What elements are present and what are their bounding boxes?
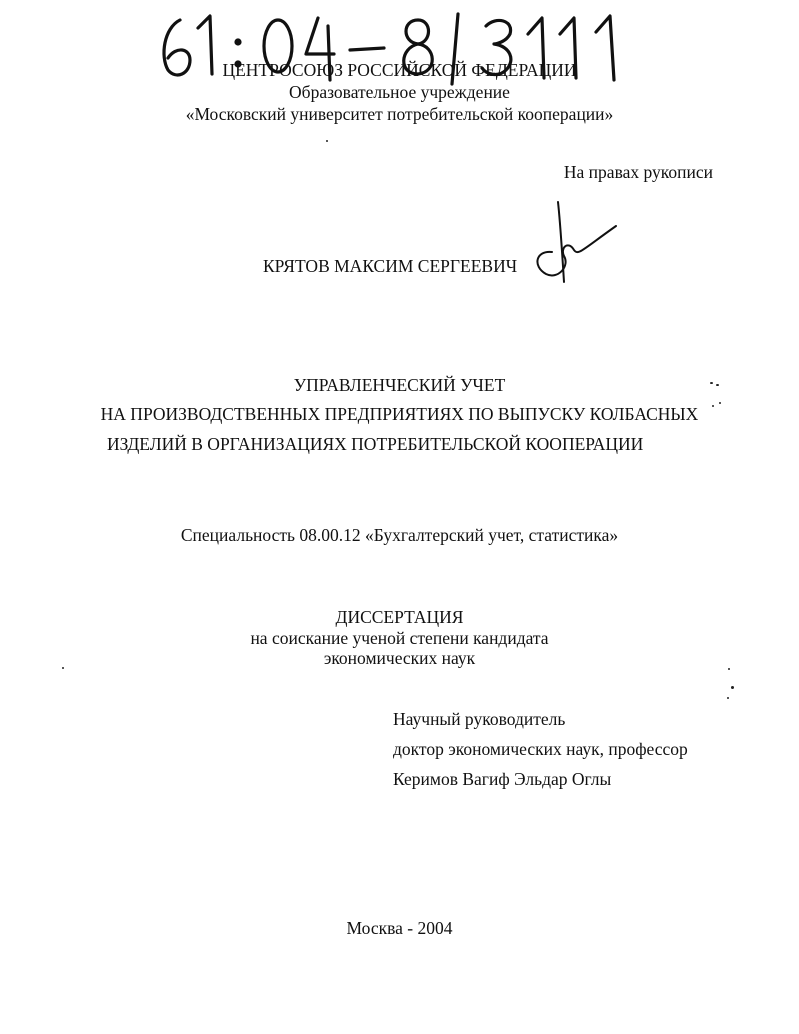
author-signature	[530, 200, 620, 290]
organization-name: ЦЕНТРОСОЮЗ РОССИЙСКОЙ ФЕДЕРАЦИИ	[222, 60, 577, 80]
scan-speck	[62, 667, 64, 669]
scan-speck	[731, 686, 734, 689]
title-line-2: НА ПРОИЗВОДСТВЕННЫХ ПРЕДПРИЯТИЯХ ПО ВЫПУСКУ КОЛБАСНЫХ	[100, 404, 699, 424]
supervisor-label: Научный руководитель	[393, 709, 566, 729]
degree-line-1: на соискание ученой степени кандидата	[250, 628, 549, 648]
city-year: Москва - 2004	[346, 918, 453, 938]
scan-speck	[326, 140, 328, 142]
degree-line-2: экономических наук	[323, 648, 476, 668]
title-line-1: УПРАВЛЕНЧЕСКИЙ УЧЕТ	[293, 375, 506, 395]
scan-speck	[710, 382, 713, 384]
scan-speck	[719, 402, 721, 404]
institution-type: Образовательное учреждение	[289, 82, 510, 102]
supervisor-degree: доктор экономических наук, профессор	[393, 739, 688, 759]
specialty: Специальность 08.00.12 «Бухгалтерский учет, статистика»	[180, 525, 619, 545]
manuscript-rights: На правах рукописи	[563, 162, 713, 182]
dissertation-heading: ДИССЕРТАЦИЯ	[335, 607, 464, 627]
supervisor-name: Керимов Вагиф Эльдар Оглы	[393, 769, 612, 789]
author-name: КРЯТОВ МАКСИМ СЕРГЕЕВИЧ	[263, 256, 518, 276]
scan-speck	[712, 405, 714, 407]
title-line-3: ИЗДЕЛИЙ В ОРГАНИЗАЦИЯХ ПОТРЕБИТЕЛЬСКОЙ КООПЕРАЦИИ	[107, 434, 644, 454]
scan-speck	[716, 384, 719, 386]
scan-speck	[728, 668, 730, 670]
university-name: «Московский университет потребительской кооперации»	[185, 104, 614, 124]
scan-speck	[727, 697, 729, 699]
